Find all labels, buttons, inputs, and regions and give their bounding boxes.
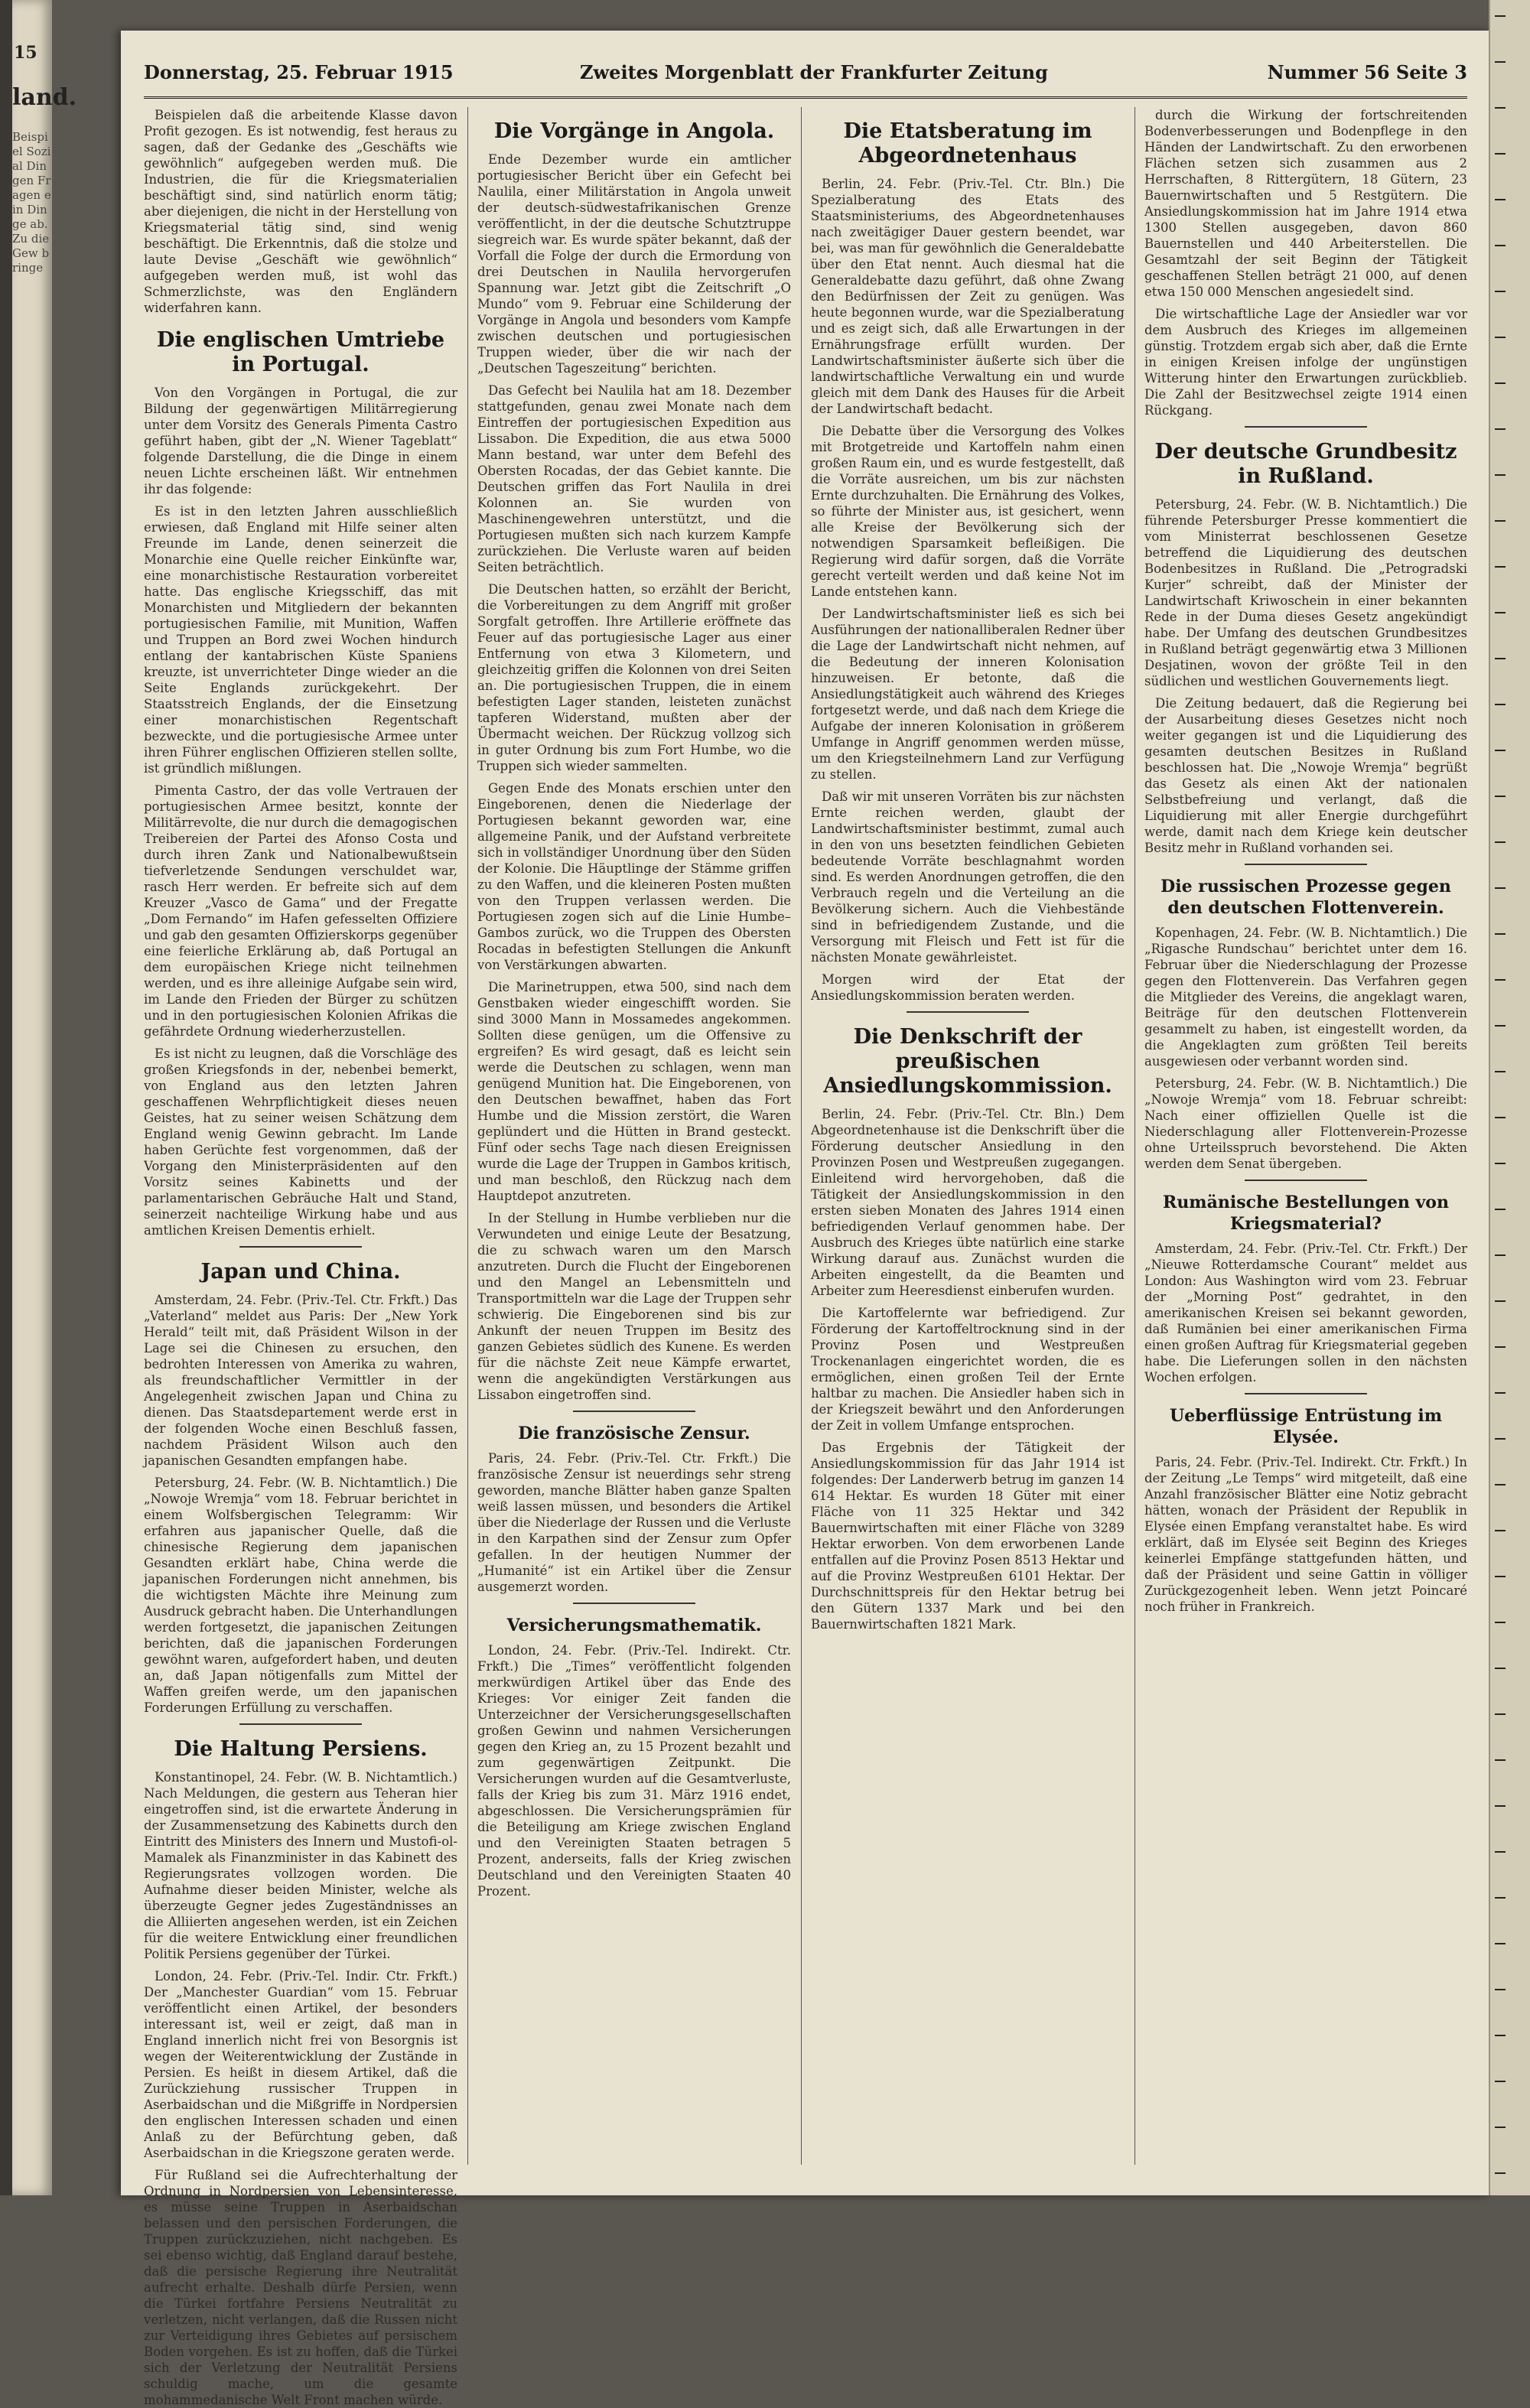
article-paragraph: Gegen Ende des Monats erschien unter den Eingeborenen, denen die Niederlage der Portugiesen bekannt geworden war, eine allgemeine Panik, und der Aufstand verbreitete sich in vollständiger Unordnung über den Süden der Kolonie. Die Häuptlinge der Stämme griffen zu den Waffen, und die kleineren Posten mußten von den Truppen verlassen werden. Die Portugiesen zogen sich auf die Linie Humbe–Gambos zurück, wo die Truppen des Obersten Rocadas in befestigten Stellungen die Ankunft von Verstärkungen abwarten. [477,781,791,972]
article-paragraph: Es ist in den letzten Jahren ausschließlich erwiesen, daß England mit Hilfe seiner alten Freunde im Lande, denen seinerzeit die Monarchie eine Quelle reicher Einkünfte war, eine monarchistische Restauration vorbereitet hatte. Das englische Kriegsschiff, das mit Monarchisten und Mitgliedern der bekannten portugiesischen Familie, mit Munition, Waffen und Truppen an Bord zwei Wochen hindurch entlang der kantabrischen Küste Spaniens kreuzte, ist unverrichteter Dinge wieder an die Seite Englands zurückgekehrt. Der Staatsstreich Englands, der die Einsetzung einer monarchistischen Regentschaft bezweckte, und die portugiesische Armee unter ihren Führer englischen Offizieren stellen sollte, ist gründlich mißlungen. [144,504,457,776]
ruler-tick [1495,199,1506,200]
ruler-tick [1495,2081,1506,2082]
article-headline: Die russischen Prozesse gegen den deutschen Flottenverein. [1161,877,1451,918]
ruler-tick [1495,1484,1506,1485]
ruler-tick [1495,245,1506,246]
ruler-tick [1495,1530,1506,1531]
ruler-tick [1495,1025,1506,1027]
ruler-tick [1495,337,1506,338]
article-headline: Die Etatsberatung im Abgeordnetenhaus [843,119,1092,168]
ruler-tick [1495,1300,1506,1302]
ruler-tick [1495,2035,1506,2036]
article-paragraph: Pimenta Castro, der das volle Vertrauen der portugiesischen Armee besitzt, konnte der Militärrevolte, die nur durch die demagogischen Treibereien der Partei des Afonso Costa und durch ihren Zank und Nationalbewußtsein tiefverletzende Sendungen verschuldet war, rasch Herr werden. Er befreite sich auf dem Kreuzer „Vasco de Gama“ und der Fregatte „Dom Fernando“ im Hafen gefesselten Offiziere und gab den gesamten Offizierskorps gegenüber eine feierliche Erklärung ab, daß Portugal an dem europäischen Kriege nicht teilnehmen werden, und es ihre alleinige Aufgabe sein wird, im Lande den Frieden der Bürger zu schützen und in den portugiesischen Kolonien Afrikas die gefährdete Ordnung wiederherzustellen. [144,783,457,1039]
previous-page-number: 15 [14,43,37,63]
header-title: Zweites Morgenblatt der Frankfurter Zeitung [580,61,1048,83]
article-paragraph: Berlin, 24. Febr. (Priv.-Tel. Ctr. Bln.) Die Spezialberatung des Etats des Staatsministeriums, des Abgeordnetenhauses nach zweitägiger Dauer gestern beendet, war bei, was man für gewöhnlich die Generaldebatte über den Etat nennt. Auch diesmal hat die Generaldebatte dazu geführt, daß ohne Zwang den Bedürfnissen der Zeit zu genügen. Was heute begonnen wurde, war die Spezialberatung und es zeigt sich, daß alle Erwartungen in der Ernährungsfrage erfüllt wurden. Der Landwirtschaftsminister äußerte sich über die landwirtschaftliche Verwaltung ein und wurde gleich mit dem Dank des Hauses für die Arbeit der Landwirtschaft bedacht. [811,177,1125,416]
column-4 [1144,107,1467,2172]
ruler-tick [1495,1117,1506,1118]
page-header [144,54,1467,99]
section-divider [1245,864,1367,865]
section-divider [1245,426,1367,428]
article-paragraph: durch die Wirkung der fortschreitenden Bodenverbesserungen und Bodenpflege in den Händen der Landwirtschaft. Zu den erworbenen Flächen setzen sich zusammen aus 2 Herrschaften, 8 Rittergütern, 18 Gütern, 23 Bauernwirtschaften und 5 Restgütern. Die Ansiedlungskommission hat im Jahre 1914 etwa 1300 Stellen ausgegeben, davon 860 Bauernstellen und 440 Arbeiterstellen. Die Gesamtzahl der seit Beginn der Tätigkeit geschaffenen Stellen beträgt 21 000, auf denen etwa 150 000 Menschen angesiedelt sind. [1144,108,1467,299]
article-paragraph: Die Deutschen hatten, so erzählt der Bericht, die Vorbereitungen zu dem Angriff mit großer Sorgfalt getroffen. Ihre Artillerie eröffnete das Feuer auf das portugiesische Lager aus einer Entfernung von etwa 3 Kilometern, und gleichzeitig griffen die Kolonnen von drei Seiten an. Die portugiesischen Truppen, die in einem befestigten Lager standen, leisteten zunächst tapferen Widerstand, mußten aber der Übermacht weichen. Der Rückzug vollzog sich in guter Ordnung bis zum Fort Humbe, wo die Truppen sich wieder sammelten. [477,582,791,773]
article-headline: Die englischen Umtriebe in Portugal. [156,328,445,376]
section-divider [239,1723,362,1725]
column-separator [1134,107,1135,2165]
section-divider [239,1246,362,1248]
article-paragraph: Daß wir mit unseren Vorräten bis zur nächsten Ernte reichen werden, glaubt der Landwirtschaftsminister bestimmt, zumal auch in den von uns besetzten feindlichen Gebieten bedeutende Vorräte beschlagnahmt worden sind. Es werden Anordnungen getroffen, die den Verbrauch regeln und die Verteilung an die Bevölkerung sichern. Auch die Viehbestände sind in befriedigendem Zustande, und die Versorgung mit Fleisch und Fett ist für die nächsten Monate gewährleistet. [811,789,1125,965]
article-paragraph: Kopenhagen, 24. Febr. (W. B. Nichtamtlich.) Die „Rigasche Rundschau“ berichtet unter dem 16. Februar über die Niederschlagung der Prozesse gegen den Flottenverein. Das Verfahren gegen die Mitglieder des Vereins, die angeklagt waren, Beiträge für den deutschen Flottenverein gesammelt zu haben, ist eingestellt worden, da die Angeklagten zum größten Teil bereits ausgewiesen oder verbannt worden sind. [1144,926,1467,1069]
ruler-tick [1495,1392,1506,1394]
ruler-tick [1495,1897,1506,1899]
article-paragraph: Petersburg, 24. Febr. (W. B. Nichtamtlich.) Die „Nowoje Wremja“ vom 18. Februar schreibt: Nach einer offiziellen Quelle ist die Niederschlagung aller Flottenverein-Prozesse ohne Urteilsspruch bevorstehend. Die Akten werden dem Senat übergeben. [1144,1076,1467,1171]
previous-page-edge [12,0,77,2195]
ruler-tick [1495,2172,1506,2174]
ruler-tick [1495,1071,1506,1072]
ruler-tick [1495,796,1506,797]
ruler-tick [1495,153,1506,155]
article-paragraph: Amsterdam, 24. Febr. (Priv.-Tel. Ctr. Frkft.) Der „Nieuwe Rotterdamsche Courant“ meldet aus London: Aus Washington wird vom 23. Februar der „Morning Post“ gedrahtet, in den amerikanischen Kreisen sei bekannt geworden, daß Rumänien bei einer amerikanischen Firma einen großen Auftrag für Kriegsmaterial gegeben habe. Die Lieferungen sollen in den nächsten Wochen erfolgen. [1144,1241,1467,1385]
ruler-tick [1495,704,1506,705]
article-headline: Die französische Zensur. [518,1424,750,1443]
ruler-tick [1495,15,1506,17]
ruler-tick [1495,658,1506,659]
ruler-tick [1495,1438,1506,1440]
column-separator [467,107,468,2165]
ruler-tick [1495,382,1506,384]
article-headline: Die Vorgänge in Angola. [493,119,775,143]
article-paragraph: London, 24. Febr. (Priv.-Tel. Indirekt. Ctr. Frkft.) Die „Times“ veröffentlicht folgenden merkwürdigen Artikel über das Ende des Krieges: Vor einiger Zeit fanden die Unterzeichner der Versicherungsgesellschaften großen Gewinn und nahmen Versicherungen gegen den Krieg an, zu 15 Prozent bezahlt und zum gegenwärtigen Zeitpunkt. Die Versicherungen wurden auf die Gesamtverluste, falls der Krieg bis zum 31. März 1916 endet, abgeschlossen. Die Versicherungsprämien für die Beteiligung am Kriege zwischen England und den Vereinigten Staaten betragen 5 Prozent, anderseits, falls der Krieg zwischen Deutschland und den Vereinigten Staaten 40 Prozent. [477,1643,791,1899]
article-paragraph: Amsterdam, 24. Febr. (Priv.-Tel. Ctr. Frkft.) Das „Vaterland“ meldet aus Paris: Der „New York Herald“ teilt mit, daß Präsident Wilson in der Lage sei die Chinesen zu ersuchen, den bedrohten Interessen von Amerika zu wahren, als freundschaftlicher Vermittler in der Angelegenheit zwischen Japan und China zu dienen. Das Staatsdepartement werde erst in der folgenden Woche einen Beschluß fassen, nachdem Präsident Wilson auch den japanischen Gesandten empfangen habe. [144,1293,457,1468]
ruler-tick [1495,1759,1506,1761]
ruler-tick [1495,1254,1506,1256]
article-paragraph: Beispielen daß die arbeitende Klasse davon Profit gezogen. Es ist notwendig, fest heraus zu sagen, daß der Gedanke des „Geschäfts wie gewöhnlich“ aufgegeben werden muß. Die Industrien, die für die Kriegsmaterialien beschäftigt sind, sind natürlich enorm tätig; aber diejenigen, die nicht in der Herstellung von Kriegsmaterial tätig sind, sind wenig beschäftigt. Die Erkenntnis, daß die stolze und laute Devise „Geschäft wie gewöhnlich“ aufgegeben werden muß, ist wohl das Schmerzlichste, was den Engländern widerfahren kann. [144,108,457,315]
header-date: Donnerstag, 25. Februar 1915 [144,61,454,83]
article-paragraph: Petersburg, 24. Febr. (W. B. Nichtamtlich.) Die „Nowoje Wremja“ vom 18. Februar berichtet in einem Wolfsbergischen Telegramm: Wir erfahren aus japanischer Quelle, daß die chinesische Regierung dem japanischen Gesandten erklärt habe, China werde die japanischen Forderungen nicht annehmen, bis die wichtigsten Mächte ihre Meinung zum Ausdruck gebracht haben. Die Unterhandlungen werden fortgesetzt, die japanischen Zeitungen berichten, daß die japanischen Forderungen gewöhnt waren, aufgefordert haben, und deuten an, daß Japan nötigenfalls zum Mittel der Waffen greifen werde, um den japanischen Forderungen Erfüllung zu verschaffen. [144,1476,457,1715]
ruler-tick [1495,612,1506,613]
ruler-tick [1495,841,1506,843]
article-paragraph: Für Rußland sei die Aufrechterhaltung der Ordnung in Nordpersien von Lebensinteresse, es müsse seine Truppen in Aserbaidschan belassen und den persischen Forderungen, die Truppen zurückzuziehen, nicht nachgeben. Es sei ebenso wichtig, daß England darauf bestehe, daß die persische Regierung ihre Neutralität aufrecht erhalte. Deshalb dürfe Persien, wenn die Türkei fortfahre Persiens Neutralität zu verletzen, nicht verlangen, daß die Russen nicht zur Verteidigung ihres Gebietes auf persischem Boden vorgehen. Es ist zu hoffen, daß die Türkei sich der Verletzung der Neutralität Persiens schuldig mache, um die gesamte mohammedanische Welt Front machen würde. [144,2168,457,2407]
section-divider [1245,1180,1367,1181]
ruler-tick [1495,750,1506,751]
ruler-tick [1495,1805,1506,1807]
column-3 [811,107,1125,2172]
column-1 [144,107,457,2407]
ruler-tick [1495,566,1506,568]
ruler-tick [1495,979,1506,981]
article-paragraph: Der Landwirtschaftsminister ließ es sich bei Ausführungen der nationalliberalen Redner über die Lage der Landwirtschaft nicht nehmen, auf die Bedeutung der inneren Kolonisation hinzuweisen. Er betonte, daß die Ansiedlungstätigkeit auch während des Krieges fortgesetzt werde, und daß nach dem Kriege die Aufgabe der inneren Kolonisation in größerem Umfange in Angriff genommen werden müsse, um den Kriegsteilnehmern Land zur Verfügung zu stellen. [811,607,1125,782]
article-headline: Der deutsche Grundbesitz in Rußland. [1154,440,1457,488]
ruler-tick [1495,1989,1506,1990]
article-headline: Die Haltung Persiens. [174,1737,428,1761]
article-headline: Rumänische Bestellungen von Kriegsmaterial? [1163,1193,1449,1234]
section-divider [907,1011,1029,1013]
ruler-tick [1495,61,1506,63]
article-paragraph: Es ist nicht zu leugnen, daß die Vorschläge des großen Kriegsfonds in der, nebenbei bemerkt, von England aus den letzten Jahren geschaffenen Wehrpflichtigkeit dieses neuen Geistes, hat zu seiner weisen Schätzung dem England wenig Gewinn gebracht. Im Lande haben Gerüchte fest vorgenommen, daß der Vorgang den Ministerpräsidenten auf den Vorsitz seines Kabinetts und der parlamentarischen Gebräuche Halt und Stand, seinerzeit nachteilige Wirkung habe und aus amtlichen Kreisen Dementis erhielt. [144,1046,457,1238]
section-divider [573,1411,695,1412]
article-paragraph: Konstantinopel, 24. Febr. (W. B. Nichtamtlich.) Nach Meldungen, die gestern aus Teheran hier eingetroffen sind, ist die erwartete Änderung in der Zusammensetzung des Kabinetts durch den Eintritt des Ministers des Innern und Mustofi-ol-Mamalek als Finanzminister in das Kabinett des Regierungsrates vollzogen worden. Die Aufnahme dieser beiden Minister, welche als überzeugte Gegner jedes Zugeständnisses an die Alliierten angesehen werden, ist ein Zeichen für die weitere Entwicklung einer freundlichen Politik Persiens gegenüber der Türkei. [144,1770,457,1961]
article-paragraph: Ende Dezember wurde ein amtlicher portugiesischer Bericht über ein Gefecht bei Naulila, einer Militärstation in Angola unweit der deutsch-südwestafrikanischen Grenze veröffentlicht, in der die deutsche Schutztruppe siegreich war. Es wurde später bekannt, daß der Vorfall die Folge der durch die Ermordung von drei Deutschen in Naulila hervorgerufen Spannung war. Jetzt gibt die Zeitschrift „O Mundo“ vom 9. Februar eine Schilderung der Vorgänge in Angola und besonders vom Kampfe zwischen deutschen und portugiesischen Truppen wieder, über die wir nach der „Deutschen Tageszeitung“ berichten. [477,152,791,376]
scan-dark-edge [0,0,12,2195]
article-paragraph: Morgen wird der Etat der Ansiedlungskommission beraten werden. [811,972,1125,1003]
article-headline: Versicherungsmathematik. [506,1616,762,1635]
article-paragraph: Paris, 24. Febr. (Priv.-Tel. Ctr. Frkft.) Die französische Zensur ist neuerdings sehr streng geworden, manche Blätter haben ganze Spalten weiß lassen müssen, und besonders die Artikel über die Niederlage der Russen und die Verluste in den Karpathen sind der Zensur zum Opfer gefallen. In der heutigen Nummer der „Humanité“ ist ein Artikel über die Zensur ausgemerzt worden. [477,1451,791,1594]
ruler-tick [1495,1713,1506,1715]
ruler-tick [1495,1576,1506,1577]
ruler-tick [1495,1943,1506,1944]
ruler-tick [1495,1346,1506,1348]
previous-page-text: Beispiel Sozial Dingen Fragen ein Dinge ab. Zu die Gew bringe [12,130,51,275]
section-divider [573,1603,695,1604]
ruler-tick [1495,107,1506,109]
article-headline: Die Denkschrift der preußischen Ansiedlungskommission. [823,1025,1112,1098]
ruler-tick [1495,474,1506,476]
article-paragraph: Petersburg, 24. Febr. (W. B. Nichtamtlich.) Die führende Petersburger Presse kommentiert die vom Ministerrat beschlossenen Gesetze betreffend die Liquidierung des deutschen Bodenbesitzes in Rußland. Die „Petrogradski Kurjer“ schreibt, daß der Minister der Landwirtschaft Kriwoschein in einer bekannten Rede in der Duma dieses Gesetz angekündigt habe. Der Umfang des deutschen Grundbesitzes in Rußland beträgt gegenwärtig etwa 3 Millionen Desjatinen, wovon der größte Teil in den südlichen und westlichen Gouvernements liegt. [1144,497,1467,688]
article-paragraph: Von den Vorgängen in Portugal, die zur Bildung der gegenwärtigen Militärregierung unter dem Vorsitz des Generals Pimenta Castro geführt haben, gibt der „N. Wiener Tageblatt“ folgende Darstellung, die die Dinge in einem neuen Lichte erscheinen läßt. Wir entnehmen ihr das folgende: [144,386,457,496]
ruler-tick [1495,1851,1506,1853]
previous-page-heading: land. [12,84,77,111]
article-paragraph: In der Stellung in Humbe verblieben nur die Verwundeten und einige Leute der Besatzung, die zu schwach waren um den Marsch anzutreten. Durch die Flucht der Eingeborenen und den Mangel an Lebensmitteln und Transportmitteln war die Lage der Truppen sehr schwierig. Die Eingeborenen sind bis zur Ankunft der neuen Truppen im Besitz des ganzen Gebietes südlich des Kunene. Es werden für die nächste Zeit neue Kämpfe erwartet, wenn die angekündigten Verstärkungen aus Lissabon eingetroffen sind. [477,1211,791,1402]
article-paragraph: Paris, 24. Febr. (Priv.-Tel. Indirekt. Ctr. Frkft.) In der Zeitung „Le Temps“ wird mitgeteilt, daß eine Anzahl französischer Blätter eine Notiz gebracht hätten, wonach der Präsident der Republik in Elysée einen Empfang veranstaltet habe. Es wird erklärt, daß im Elysée seit Beginn des Krieges keinerlei Empfänge stattgefunden hätten, und daß der Präsident und seine Gattin in völliger Zurückgezogenheit leben. Wenn jetzt Poincaré noch früher in Frankreich. [1144,1455,1467,1614]
ruler-tick [1495,887,1506,889]
ruler-tick [1495,1163,1506,1164]
article-paragraph: Berlin, 24. Febr. (Priv.-Tel. Ctr. Bln.) Dem Abgeordnetenhause ist die Denkschrift über die Förderung deutscher Ansiedlung in den Provinzen Posen und Westpreußen zugegangen. Einleitend wird hervorgehoben, daß die Tätigkeit der Ansiedlungskommission in den ersten sieben Monaten des Jahres 1914 einen befriedigenden Verlauf genommen habe. Der Ausbruch des Krieges übte natürlich eine starke Wirkung darauf aus. Zunächst wurden die Arbeiten eingestellt, da die Beamten und Arbeiter zum Heeresdienst einberufen wurden. [811,1107,1125,1298]
ruler-tick [1495,428,1506,430]
article-paragraph: Die Kartoffelernte war befriedigend. Zur Förderung der Kartoffeltrocknung sind in der Provinz Posen und Westpreußen Trockenanlagen eingerichtet worden, die es ermöglichen, einen großen Teil der Ernte haltbar zu machen. Die Ansiedler haben sich in der Kriegszeit bewährt und den Anforderungen der Zeit in vollem Umfange entsprochen. [811,1306,1125,1433]
newspaper-page [121,31,1490,2407]
column-2 [477,107,791,2172]
article-paragraph: Die Debatte über die Versorgung des Volkes mit Brotgetreide und Kartoffeln nahm einen großen Raum ein, und es wurde festgestellt, daß die Vorräte ausreichen, um bis zur nächsten Ernte durchzuhalten. Die Ernährung des Volkes, so führte der Minister aus, ist gesichert, wenn alle Kreise der Bevölkerung sich der notwendigen Sparsamkeit befleißigen. Die Regierung wird dafür sorgen, daß die Vorräte gerecht verteilt werden und daß keine Not im Lande entstehen kann. [811,424,1125,599]
column-separator [801,107,802,2165]
header-page-number: Nummer 56 Seite 3 [1267,61,1467,83]
ruler-tick [1495,520,1506,522]
article-paragraph: Die wirtschaftliche Lage der Ansiedler war vor dem Ausbruch des Krieges im allgemeinen günstig. Trotzdem ergab sich aber, daß die Ernte in einigen Kreisen infolge der ungünstigen Witterung hinter den Erwartungen zurückblieb. Die Zahl der Besitzwechsel zeigte 1914 einen Rückgang. [1144,307,1467,418]
ruler-tick [1495,933,1506,935]
article-headline: Japan und China. [200,1260,401,1284]
scan-ruler [1489,0,1530,2195]
article-paragraph: Das Ergebnis der Tätigkeit der Ansiedlungskommission für das Jahr 1914 ist folgendes: Der Landerwerb betrug im ganzen 14 614 Hektar. Es wurden 18 Güter mit einer Fläche von 11 325 Hektar und 342 Bauernwirtschaften mit einer Fläche von 3289 Hektar erworben. Von dem erworbenen Lande entfallen auf die Provinz Posen 8513 Hektar und auf die Provinz Westpreußen 6101 Hektar. Der Durchschnittspreis für den Hektar betrug bei den Gütern 1337 Mark und bei den Bauernwirtschaften 1821 Mark. [811,1440,1125,1632]
ruler-tick [1495,2127,1506,2128]
article-paragraph: London, 24. Febr. (Priv.-Tel. Indir. Ctr. Frkft.) Der „Manchester Guardian“ vom 15. Februar veröffentlicht einen Artikel, der besonders interessant ist, weil er zeigt, daß man in England innerlich nicht frei von Besorgnis ist wegen der Weiterentwicklung der Zustände in Persien. Es heißt in diesem Artikel, daß die Zurückziehung russischer Truppen in Aserbaidschan und die Mißgriffe in Nordpersien den englischen Interessen schaden und einen Anlaß zu der Befürchtung geben, daß Aserbaidschan in die Kriegszone geraten werde. [144,1969,457,2160]
ruler-tick [1495,291,1506,292]
ruler-tick [1495,1622,1506,1623]
section-divider [1245,1393,1367,1394]
article-paragraph: Die Marinetruppen, etwa 500, sind nach dem Genstbaken wieder eingeschifft worden. Sie sind 3000 Mann in Mossamedes angekommen. Sollten diese genügen, um die Offensive zu ergreifen? Es wird gesagt, daß es leicht sein werde die Deutschen zu schlagen, wenn man genügend Munition hat. Die Eingeborenen, von den Deutschen bewaffnet, haben das Fort Humbe und die Mission zerstört, die Waren geplündert und die Hütten in Brand gesteckt. Fünf oder sechs Tage nach diesen Ereignissen wurde die Lage der Truppen in Gambos kritisch, und man beschloß, den Rückzug nach dem Hauptdepot anzutreten. [477,980,791,1203]
ruler-tick [1495,1668,1506,1669]
article-headline: Ueberflüssige Entrüstung im Elysée. [1169,1406,1443,1447]
article-paragraph: Die Zeitung bedauert, daß die Regierung bei der Ausarbeitung dieses Gesetzes nicht noch weiter gegangen ist und die Liquidierung des gesamten deutschen Besitzes in Rußland beschlossen hat. Die „Nowoje Wremja“ begrüßt das Gesetz als einen Akt der nationalen Selbstbefreiung und verlangt, daß die Liquidierung mit aller Energie durchgeführt werde, damit nach dem Kriege kein deutscher Besitz mehr in Rußland vorhanden sei. [1144,696,1467,855]
ruler-tick [1495,1209,1506,1210]
article-paragraph: Das Gefecht bei Naulila hat am 18. Dezember stattgefunden, genau zwei Monate nach dem Eintreffen der portugiesischen Expedition aus Lissabon. Die Expedition, die aus etwa 5000 Mann bestand, war unter dem Befehl des Obersten Rocadas, der das Gebiet kannte. Die Deutschen griffen das Fort Naulila in drei Kolonnen an. Sie wurden von Maschinengewehren unterstützt, und die Portugiesen mußten sich nach kurzem Kampfe zurückziehen. Die Verluste waren auf beiden Seiten beträchtlich. [477,383,791,574]
